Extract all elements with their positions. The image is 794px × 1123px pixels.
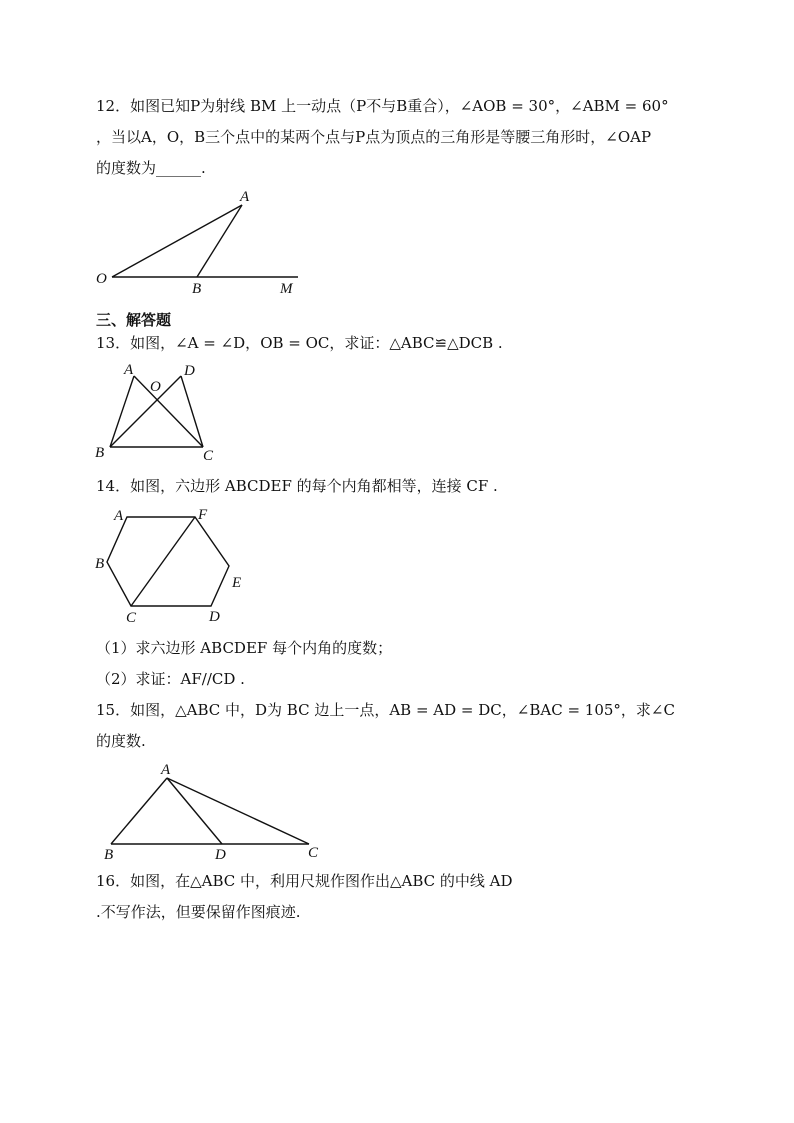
label-b: B [95,556,105,572]
segment-db [110,376,181,447]
label-c: C [126,610,137,626]
label-a: A [114,508,124,524]
q13-text: 13．如图，∠A = ∠D，OB = OC，求证：△ABC≌△DCB . [96,334,503,352]
segment-oa [112,205,242,277]
q15-figure [95,760,330,865]
label-c: C [203,448,214,464]
section-heading: 三、解答题 [96,311,172,329]
segment-ad [167,778,222,844]
label-a: A [240,189,250,205]
label-d: D [215,847,226,863]
q12-figure [90,185,310,300]
segment-ac [167,778,309,844]
hexagon-abcdef [107,517,229,606]
label-b: B [192,281,202,297]
q14-text: 14．如图，六边形 ABCDEF 的每个内角都相等，连接 CF . [96,477,498,495]
label-b: B [95,445,105,461]
q15-text-line-1: 15．如图，△ABC 中，D为 BC 边上一点，AB = AD = DC，∠BAC = 105°，求∠C [96,701,675,719]
q14-part-1: （1）求六边形 ABCDEF 每个内角的度数； [96,639,393,657]
label-d: D [209,609,220,625]
label-o: O [150,379,161,395]
q12-text-line-1: 12．如图已知P为射线 BM 上一动点（P不与B重合），∠AOB = 30°，∠ABM = 60° [96,97,669,115]
q16-text-line-1: 16．如图，在△ABC 中，利用尺规作图作出△ABC 的中线 AD [96,872,513,890]
segment-ab [110,376,134,447]
q13-figure [92,360,227,465]
label-o: O [96,271,107,287]
label-b: B [104,847,114,863]
diagonal-cf [131,517,195,606]
q14-part-2: （2）求证：AF//CD . [96,670,245,688]
label-e: E [232,575,242,591]
label-f: F [198,507,208,523]
q12-text-line-3: 的度数为______. [96,159,206,177]
q12-text-line-2: ，当以A，O，B三个点中的某两个点与P点为顶点的三角形是等腰三角形时，∠OAP [96,128,652,146]
label-a: A [161,762,171,778]
segment-ab [111,778,167,844]
q15-text-line-2: 的度数. [96,732,146,750]
label-c: C [308,845,319,861]
segment-ab [197,205,242,277]
label-d: D [184,363,195,379]
q16-text-line-2: .不写作法，但要保留作图痕迹. [96,903,301,921]
label-a: A [124,362,134,378]
q14-figure [92,500,257,628]
label-m: M [280,281,293,297]
